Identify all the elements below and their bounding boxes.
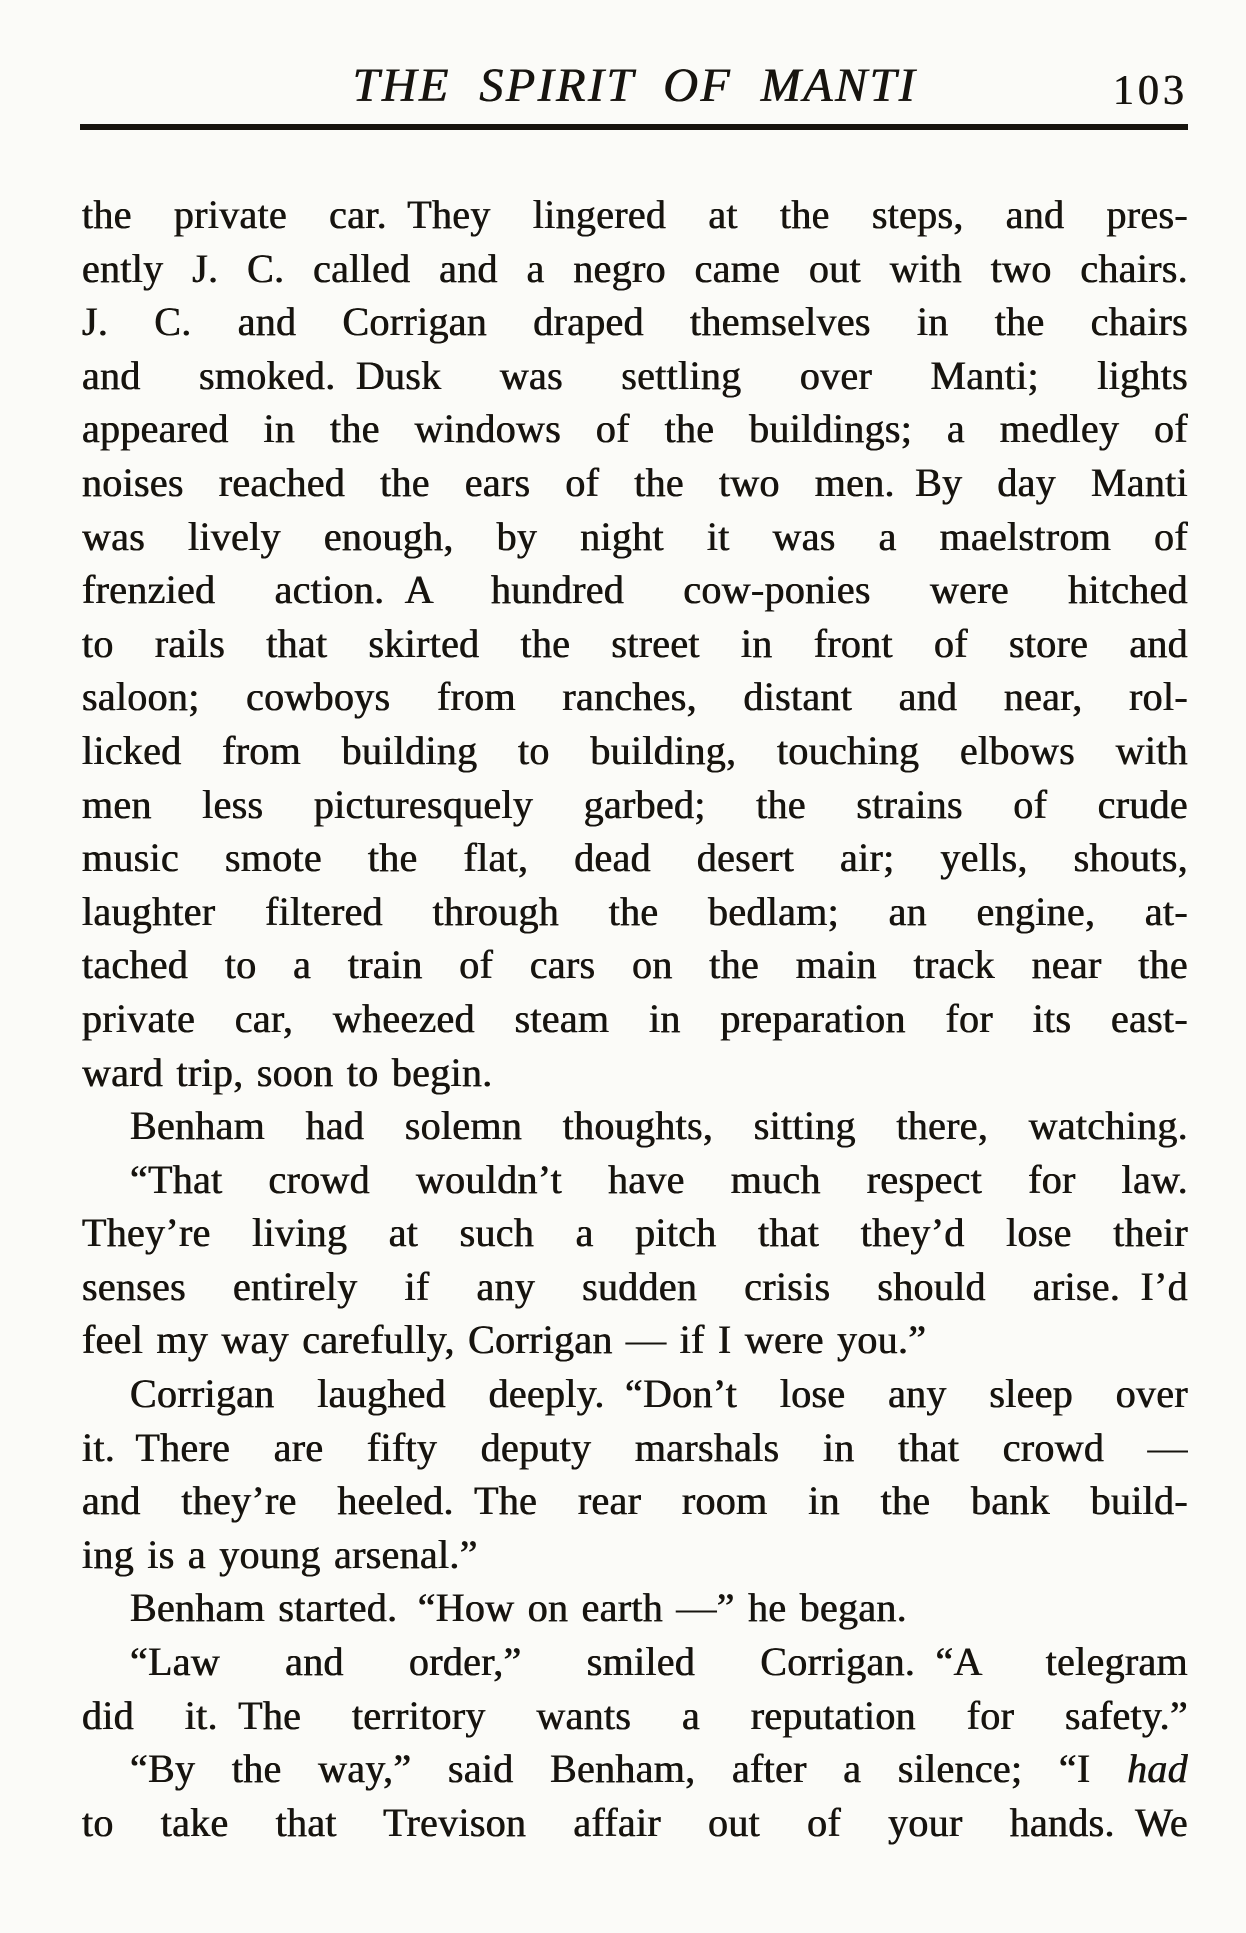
text-line: it. There are fifty deputy marshals in that crowd — xyxy=(82,1424,1188,1470)
text-line: frenzied action. A hundred cow-ponies were hitched xyxy=(82,567,1188,613)
text-line: Benham had solemn thoughts, sitting there, watching. xyxy=(130,1103,1188,1149)
text-line: laughter filtered through the bedlam; an engine, at- xyxy=(82,888,1188,934)
text-line: was lively enough, by night it was a maelstrom of xyxy=(82,513,1188,559)
text-line: senses entirely if any sudden crisis should arise. I’d xyxy=(82,1263,1188,1309)
text-line: to rails that skirted the street in front of store and xyxy=(82,620,1188,666)
text-line: music smote the flat, dead desert air; yells, shouts, xyxy=(82,835,1188,881)
text-line: ing is a young arsenal.” xyxy=(82,1531,478,1577)
text-line: appeared in the windows of the buildings; a medley of xyxy=(82,406,1188,452)
text-line: ently J. C. called and a negro came out with two chairs. xyxy=(82,245,1188,291)
text-line: feel my way carefully, Corrigan — if I were you.” xyxy=(82,1317,927,1363)
text-line: did it. The territory wants a reputation for safety.” xyxy=(82,1692,1188,1738)
page-number: 103 xyxy=(1113,68,1188,114)
text-line: licked from building to building, touching elbows with xyxy=(82,727,1188,773)
text-line: Benham started. “How on earth —” he began. xyxy=(130,1585,908,1631)
text-line: the private car. They lingered at the steps, and pres- xyxy=(82,192,1188,237)
text-line: “That crowd wouldn’t have much respect for law. xyxy=(130,1156,1188,1202)
text-line: Corrigan laughed deeply. “Don’t lose any sleep over xyxy=(130,1371,1188,1417)
running-header xyxy=(82,58,1188,120)
text-line: “By the way,” said Benham, after a silence; “I had xyxy=(130,1746,1188,1792)
text-line: ward trip, soon to begin. xyxy=(82,1049,493,1095)
text-line: men less picturesquely garbed; the strains of crude xyxy=(82,781,1188,827)
text-line: noises reached the ears of the two men. By day Manti xyxy=(82,459,1188,505)
page-body-text xyxy=(82,188,1188,1849)
text-line: tached to a train of cars on the main track near the xyxy=(82,942,1188,988)
running-header-title: THE SPIRIT OF MANTI xyxy=(352,59,918,112)
text-line: They’re living at such a pitch that they’d lose their xyxy=(82,1210,1188,1256)
text-line: “Law and order,” smiled Corrigan. “A telegram xyxy=(130,1639,1188,1685)
text-line: to take that Trevison affair out of your hands. We xyxy=(82,1799,1188,1845)
text-line: and they’re heeled. The rear room in the bank build- xyxy=(82,1478,1188,1524)
header-rule xyxy=(80,124,1188,130)
text-line: and smoked. Dusk was settling over Manti; lights xyxy=(82,352,1188,398)
text-line: saloon; cowboys from ranches, distant and near, rol- xyxy=(82,674,1188,720)
text-line: J. C. and Corrigan draped themselves in the chairs xyxy=(82,299,1188,345)
text-line: private car, wheezed steam in preparation for its east- xyxy=(82,995,1188,1041)
